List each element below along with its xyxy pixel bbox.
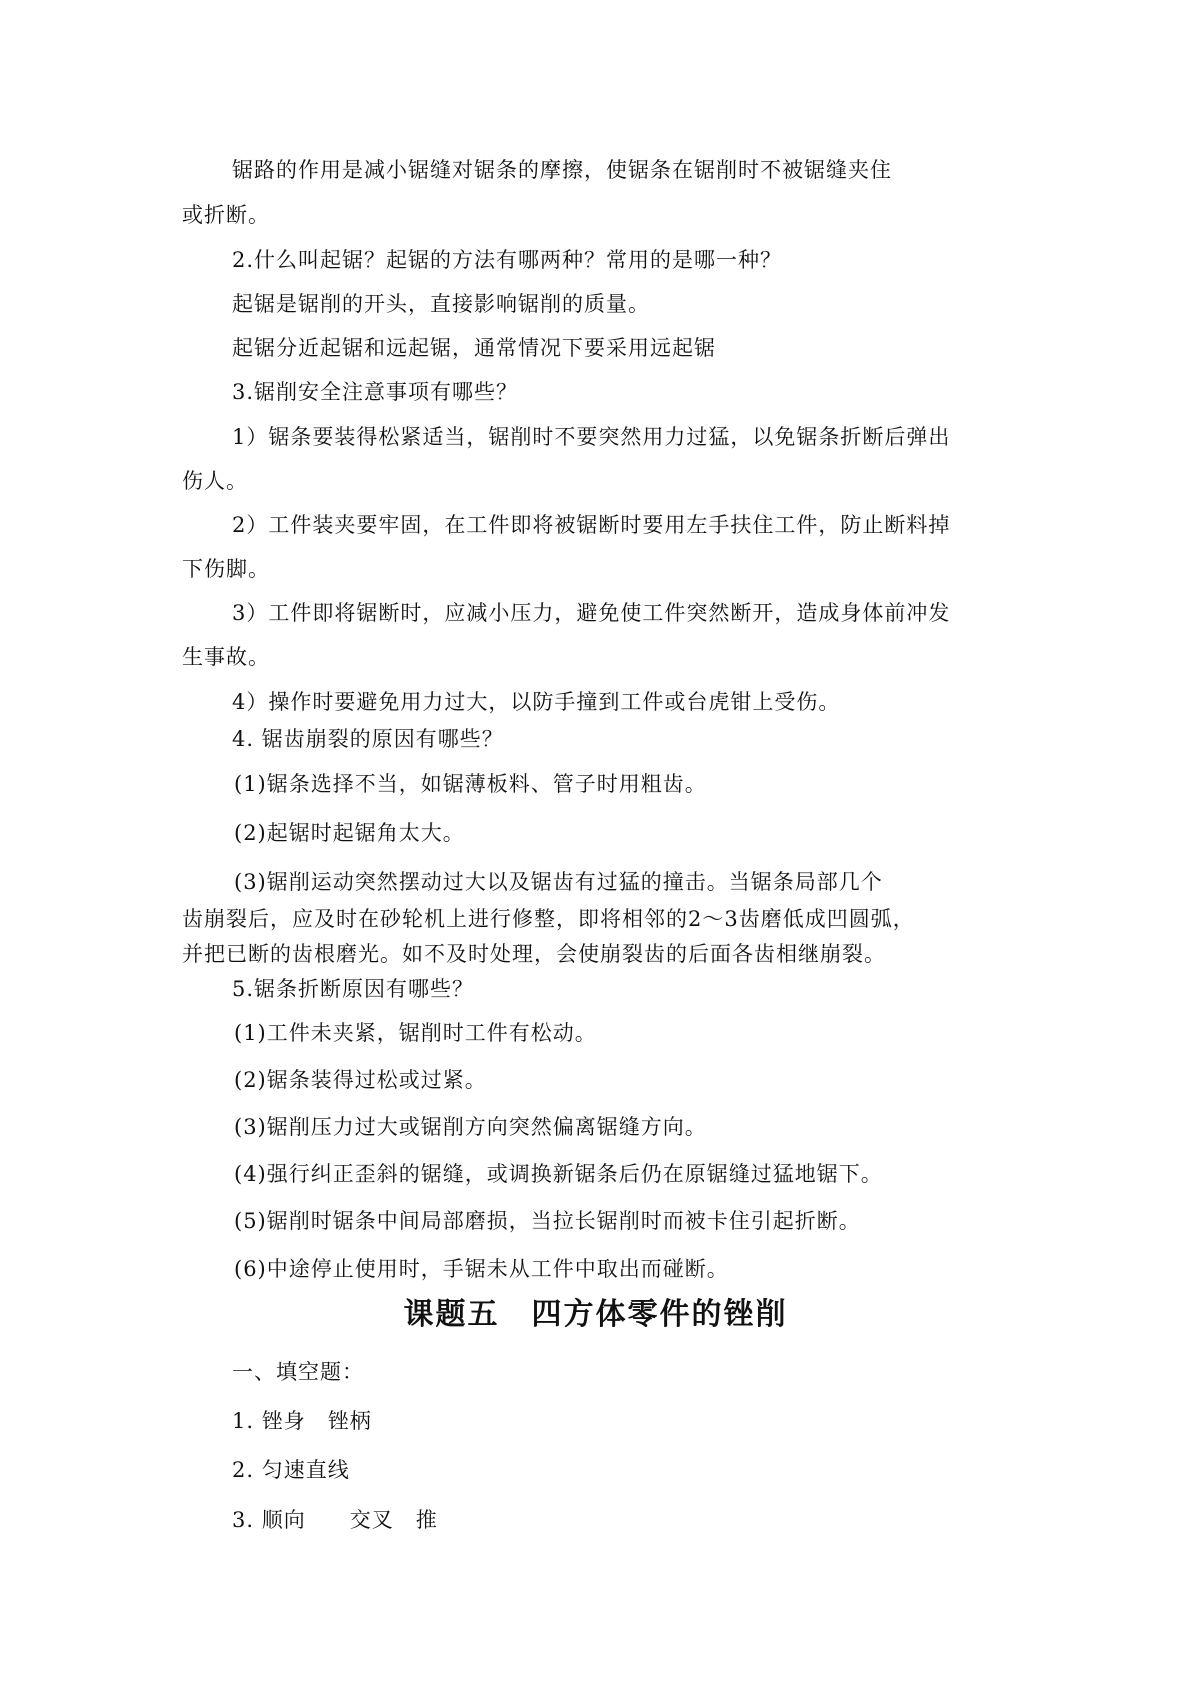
answer-line: 起锯分近起锯和远起锯，通常情况下要采用远起锯 [232,336,716,360]
answer-line: (6)中途停止使用时，手锯未从工件中取出而碰断。 [234,1257,729,1281]
answer-line: (3)锯削运动突然摆动过大以及锯齿有过猛的撞击。当锯条局部几个 [234,870,883,894]
answer-line: 4）操作时要避免用力过大，以防手撞到工件或台虎钳上受伤。 [232,690,841,714]
paragraph-line: 或折断。 [182,203,270,227]
answer-line: (3)锯削压力过大或锯削方向突然偏离锯缝方向。 [234,1115,707,1139]
answer-line: 伤人。 [182,469,248,493]
answer-line: 1）锯条要装得松紧适当，锯削时不要突然用力过猛，以免锯条折断后弹出 [232,425,951,449]
answer-line: (2)起锯时起锯角太大。 [234,821,465,845]
answer-line: 生事故。 [182,645,270,669]
question-5: 5.锯条折断原因有哪些？ [232,977,475,1001]
answer-line: (1)锯条选择不当，如锯薄板料、管子时用粗齿。 [234,772,707,796]
paragraph-line: 锯路的作用是减小锯缝对锯条的摩擦，使锯条在锯削时不被锯缝夹住 [232,158,892,182]
answer-line: (5)锯削时锯条中间局部磨损，当拉长锯削时而被卡住引起折断。 [234,1209,861,1233]
section-title: 课题五 四方体零件的锉削 [403,1297,788,1332]
answer-line: 起锯是锯削的开头，直接影响锯削的质量。 [232,292,650,316]
answer-line: 2）工件装夹要牢固，在工件即将被锯断时要用左手扶住工件，防止断料掉 [232,513,951,537]
fill-heading: 一、填空题： [232,1360,364,1384]
answer-line: (1)工件未夹紧，锯削时工件有松动。 [234,1021,597,1045]
fill-item-1: 1. 锉身 锉柄 [232,1409,372,1433]
question-3: 3.锯削安全注意事项有哪些？ [232,380,519,404]
fill-item-3: 3. 顺向 交叉 推 [232,1508,438,1532]
question-4: 4. 锯齿崩裂的原因有哪些？ [232,727,504,751]
answer-line: (2)锯条装得过松或过紧。 [234,1068,487,1092]
answer-line: 齿崩裂后，应及时在砂轮机上进行修整，即将相邻的2～3齿磨低成凹圆弧， [182,907,915,931]
answer-line: (4)强行纠正歪斜的锯缝，或调换新锯条后仍在原锯缝过猛地锯下。 [234,1162,883,1186]
answer-line: 并把已断的齿根磨光。如不及时处理，会使崩裂齿的后面各齿相继崩裂。 [182,942,886,966]
fill-item-2: 2. 匀速直线 [232,1458,350,1482]
answer-line: 3）工件即将锯断时，应减小压力，避免使工件突然断开，造成身体前冲发 [232,601,951,625]
answer-line: 下伤脚。 [182,557,270,581]
question-2: 2.什么叫起锯？起锯的方法有哪两种？常用的是哪一种？ [232,248,783,272]
